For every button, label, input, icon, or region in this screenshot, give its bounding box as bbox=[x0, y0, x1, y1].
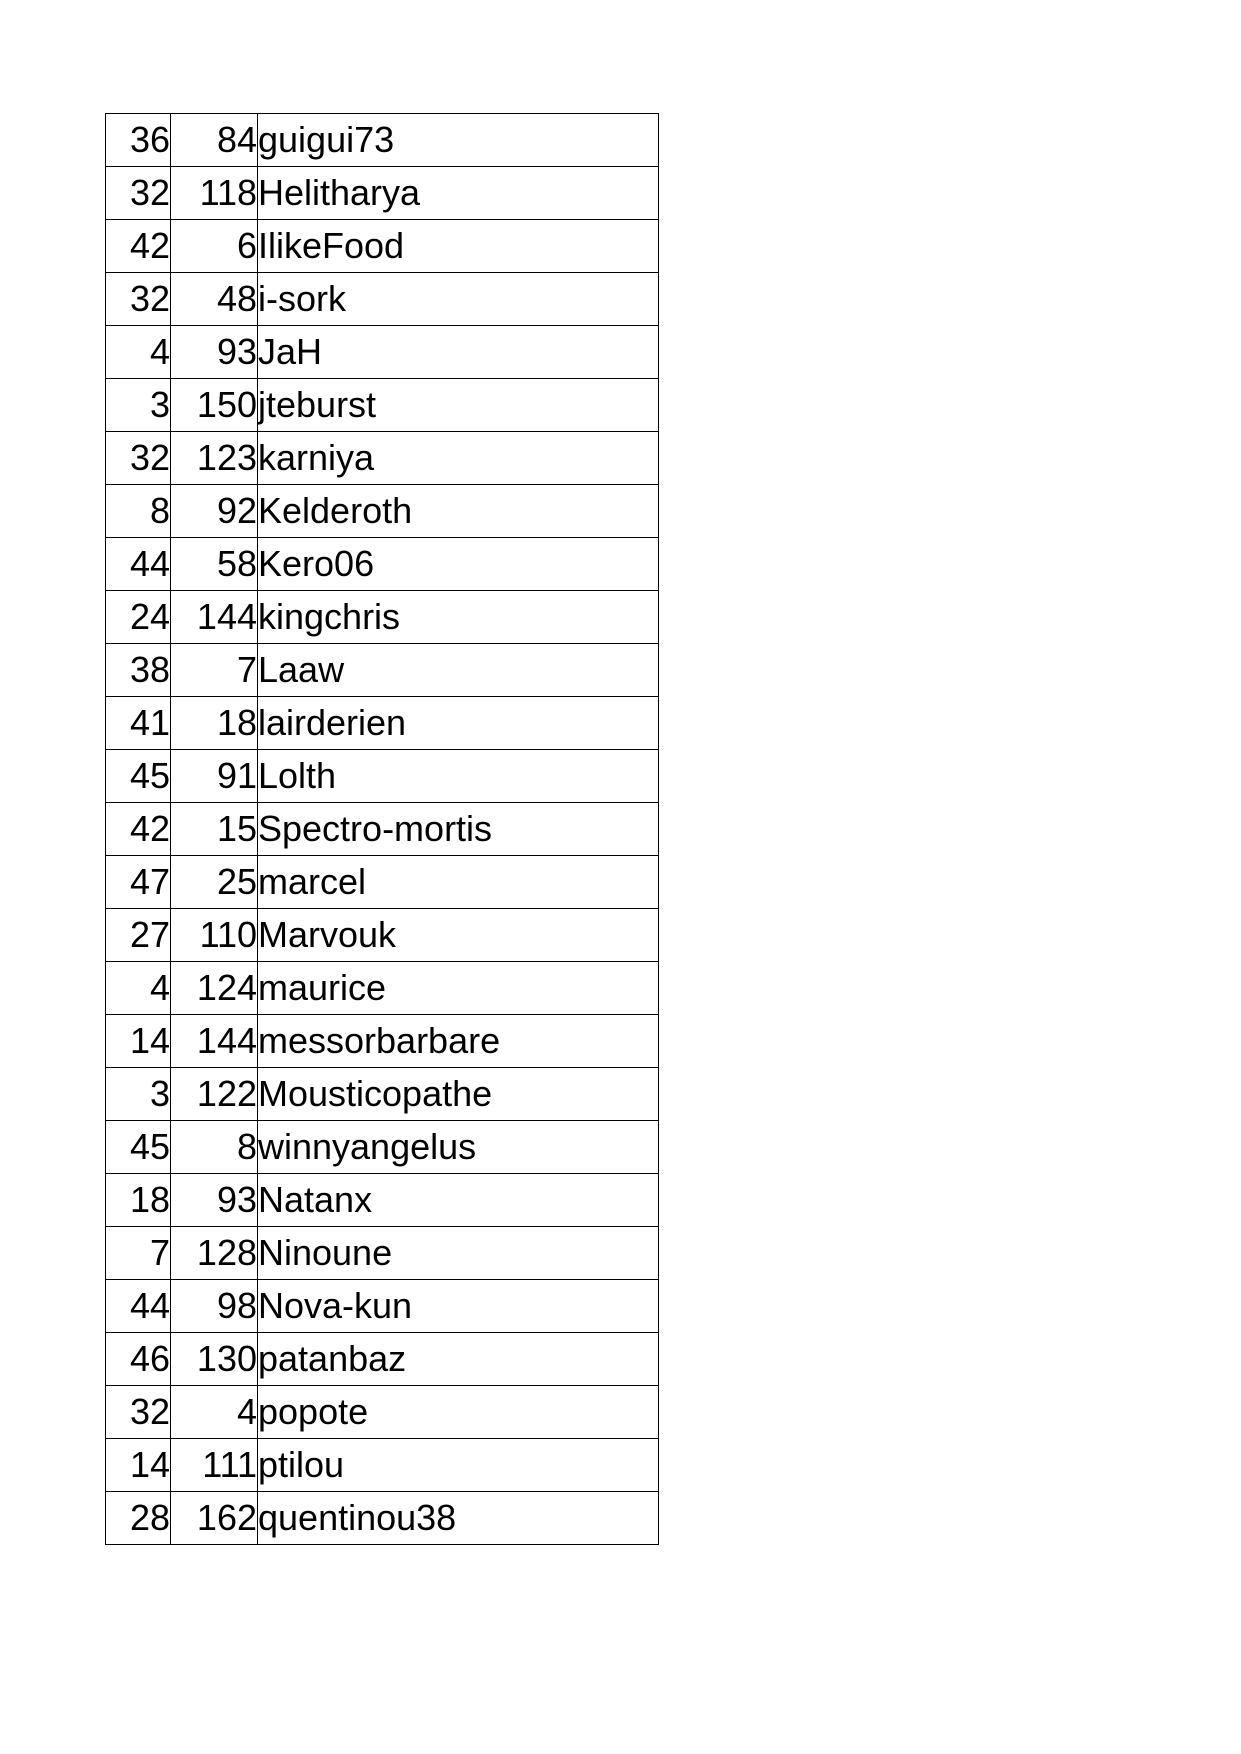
cell-col-b: 48 bbox=[171, 273, 258, 326]
cell-col-b: 93 bbox=[171, 326, 258, 379]
cell-name: karniya bbox=[258, 432, 659, 485]
cell-col-b: 162 bbox=[171, 1492, 258, 1545]
table-row bbox=[106, 167, 659, 220]
cell-col-b: 130 bbox=[171, 1333, 258, 1386]
cell-col-b: 124 bbox=[171, 962, 258, 1015]
table-row bbox=[106, 432, 659, 485]
cell-col-b: 91 bbox=[171, 750, 258, 803]
cell-col-a: 28 bbox=[106, 1492, 171, 1545]
cell-name: guigui73 bbox=[258, 114, 659, 167]
cell-col-b: 8 bbox=[171, 1121, 258, 1174]
table-row bbox=[106, 1333, 659, 1386]
cell-col-a: 42 bbox=[106, 803, 171, 856]
table-row bbox=[106, 1227, 659, 1280]
cell-name: Marvouk bbox=[258, 909, 659, 962]
cell-col-b: 25 bbox=[171, 856, 258, 909]
cell-name: Spectro-mortis bbox=[258, 803, 659, 856]
table-row bbox=[106, 1439, 659, 1492]
cell-col-a: 4 bbox=[106, 326, 171, 379]
cell-col-a: 36 bbox=[106, 114, 171, 167]
table-row bbox=[106, 1492, 659, 1545]
cell-name: Kero06 bbox=[258, 538, 659, 591]
cell-col-a: 14 bbox=[106, 1015, 171, 1068]
cell-col-a: 3 bbox=[106, 379, 171, 432]
data-table bbox=[105, 113, 659, 1545]
table-row bbox=[106, 962, 659, 1015]
table-row bbox=[106, 326, 659, 379]
cell-col-b: 150 bbox=[171, 379, 258, 432]
cell-col-b: 122 bbox=[171, 1068, 258, 1121]
cell-name: Lolth bbox=[258, 750, 659, 803]
cell-col-a: 44 bbox=[106, 1280, 171, 1333]
table-row bbox=[106, 1015, 659, 1068]
cell-name: Laaw bbox=[258, 644, 659, 697]
cell-col-a: 27 bbox=[106, 909, 171, 962]
cell-name: marcel bbox=[258, 856, 659, 909]
cell-col-a: 44 bbox=[106, 538, 171, 591]
cell-name: quentinou38 bbox=[258, 1492, 659, 1545]
cell-name: Kelderoth bbox=[258, 485, 659, 538]
table-row bbox=[106, 273, 659, 326]
cell-name: Mousticopathe bbox=[258, 1068, 659, 1121]
cell-name: jteburst bbox=[258, 379, 659, 432]
cell-name: Helitharya bbox=[258, 167, 659, 220]
table-row bbox=[106, 697, 659, 750]
cell-col-b: 6 bbox=[171, 220, 258, 273]
cell-name: popote bbox=[258, 1386, 659, 1439]
table-row bbox=[106, 379, 659, 432]
cell-name: IlikeFood bbox=[258, 220, 659, 273]
cell-col-a: 24 bbox=[106, 591, 171, 644]
cell-col-a: 45 bbox=[106, 1121, 171, 1174]
table-row bbox=[106, 1386, 659, 1439]
cell-col-a: 32 bbox=[106, 167, 171, 220]
table-row bbox=[106, 591, 659, 644]
cell-col-a: 38 bbox=[106, 644, 171, 697]
cell-col-b: 84 bbox=[171, 114, 258, 167]
cell-col-a: 32 bbox=[106, 1386, 171, 1439]
cell-col-b: 118 bbox=[171, 167, 258, 220]
cell-col-a: 4 bbox=[106, 962, 171, 1015]
table-row bbox=[106, 485, 659, 538]
table-row bbox=[106, 538, 659, 591]
table-row bbox=[106, 114, 659, 167]
cell-col-a: 45 bbox=[106, 750, 171, 803]
cell-name: Natanx bbox=[258, 1174, 659, 1227]
cell-col-a: 7 bbox=[106, 1227, 171, 1280]
cell-name: winnyangelus bbox=[258, 1121, 659, 1174]
table-row bbox=[106, 856, 659, 909]
cell-name: Nova-kun bbox=[258, 1280, 659, 1333]
table-row bbox=[106, 1068, 659, 1121]
cell-col-b: 58 bbox=[171, 538, 258, 591]
cell-name: lairderien bbox=[258, 697, 659, 750]
cell-col-b: 111 bbox=[171, 1439, 258, 1492]
cell-col-b: 98 bbox=[171, 1280, 258, 1333]
cell-name: messorbarbare bbox=[258, 1015, 659, 1068]
cell-col-b: 4 bbox=[171, 1386, 258, 1439]
table-row bbox=[106, 1174, 659, 1227]
cell-col-a: 8 bbox=[106, 485, 171, 538]
cell-col-a: 32 bbox=[106, 273, 171, 326]
cell-name: JaH bbox=[258, 326, 659, 379]
cell-col-a: 3 bbox=[106, 1068, 171, 1121]
cell-col-b: 93 bbox=[171, 1174, 258, 1227]
cell-col-b: 144 bbox=[171, 1015, 258, 1068]
cell-col-a: 47 bbox=[106, 856, 171, 909]
cell-col-b: 7 bbox=[171, 644, 258, 697]
cell-col-b: 110 bbox=[171, 909, 258, 962]
cell-col-a: 32 bbox=[106, 432, 171, 485]
table-row bbox=[106, 644, 659, 697]
spreadsheet-page bbox=[105, 113, 659, 1545]
table-row bbox=[106, 803, 659, 856]
cell-col-b: 18 bbox=[171, 697, 258, 750]
table-row bbox=[106, 1280, 659, 1333]
cell-name: maurice bbox=[258, 962, 659, 1015]
cell-col-a: 14 bbox=[106, 1439, 171, 1492]
cell-name: patanbaz bbox=[258, 1333, 659, 1386]
cell-col-a: 42 bbox=[106, 220, 171, 273]
cell-col-b: 128 bbox=[171, 1227, 258, 1280]
cell-name: Ninoune bbox=[258, 1227, 659, 1280]
cell-col-a: 18 bbox=[106, 1174, 171, 1227]
table-body bbox=[106, 114, 659, 1545]
cell-name: i-sork bbox=[258, 273, 659, 326]
cell-name: kingchris bbox=[258, 591, 659, 644]
cell-col-b: 15 bbox=[171, 803, 258, 856]
table-row bbox=[106, 909, 659, 962]
table-row bbox=[106, 220, 659, 273]
cell-col-b: 144 bbox=[171, 591, 258, 644]
cell-name: ptilou bbox=[258, 1439, 659, 1492]
cell-col-b: 92 bbox=[171, 485, 258, 538]
cell-col-a: 46 bbox=[106, 1333, 171, 1386]
table-row bbox=[106, 1121, 659, 1174]
table-row bbox=[106, 750, 659, 803]
cell-col-b: 123 bbox=[171, 432, 258, 485]
cell-col-a: 41 bbox=[106, 697, 171, 750]
